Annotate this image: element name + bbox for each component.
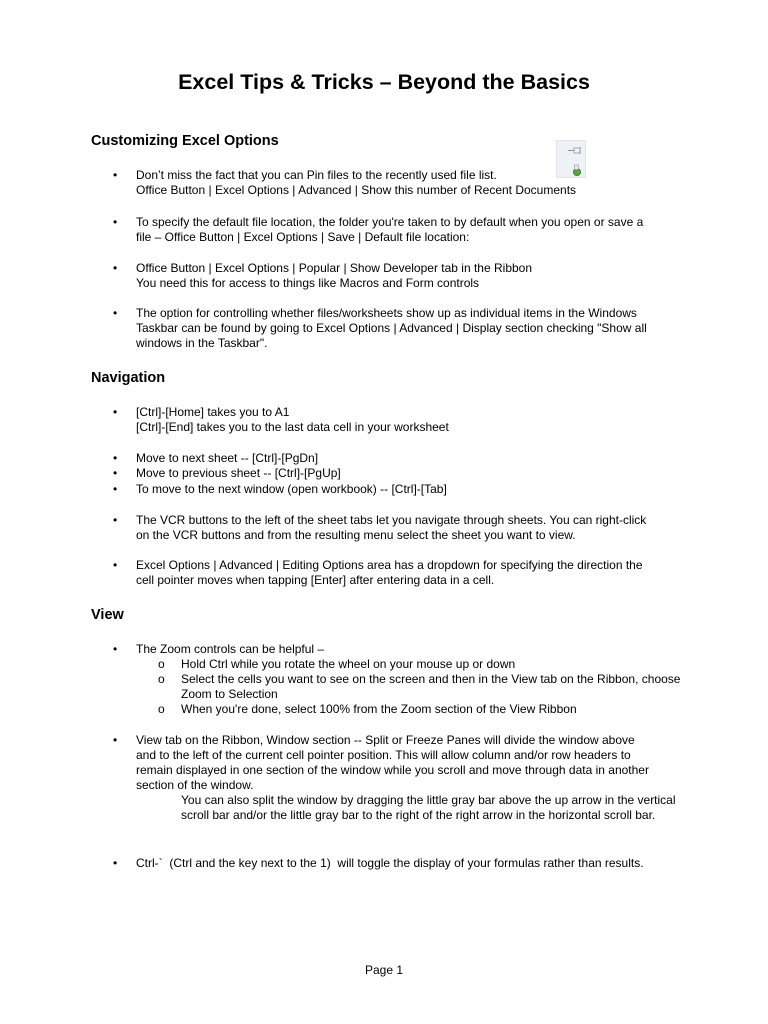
bullet-glyph: • (113, 642, 118, 656)
bullet-text: Excel Options | Advanced | Editing Options area has a dropdown for specifying the direction the (136, 558, 643, 572)
sub-bullet-text: Hold Ctrl while you rotate the wheel on your mouse up or down (181, 657, 516, 671)
bullet-glyph: • (113, 466, 118, 480)
bullet-glyph: • (113, 215, 118, 229)
bullet-text: Move to previous sheet -- [Ctrl]-[PgUp] (136, 466, 341, 480)
bullet-text: [Ctrl]-[Home] takes you to A1 (136, 405, 290, 419)
bullet-glyph: • (113, 306, 118, 320)
bullet-glyph: • (113, 168, 118, 182)
sub-bullet-glyph: o (158, 702, 165, 716)
page-title: Excel Tips & Tricks – Beyond the Basics (178, 70, 590, 94)
sub-bullet-text: choose Zoom to Selection (181, 672, 681, 701)
page-number: Page 1 (364, 963, 404, 977)
bullet-glyph: • (113, 451, 118, 465)
sub-bullet-glyph: o (158, 672, 165, 686)
bullet-glyph: • (113, 856, 118, 870)
bullet-text: and to the left of the current cell pointer position. This will allow column and/or row headers to (136, 748, 631, 762)
bullet-glyph: • (113, 733, 118, 747)
bullet-text: cell pointer moves when tapping [Enter] after entering data in a cell. (136, 573, 495, 587)
bullet-text: [Ctrl]-[End] takes you to the last data cell in your worksheet (136, 420, 449, 434)
bullet-glyph: • (113, 513, 118, 527)
bullet-text: section of the window. (136, 778, 254, 792)
sub-bullet-glyph: o (158, 657, 165, 671)
bullet-text: View tab on the Ribbon, Window section -- Split or Freeze Panes will divide the window above (136, 733, 635, 747)
bullet-text: To move to the next window (open workbook) -- [Ctrl]-[Tab] (136, 482, 447, 496)
bullet-text: To specify the default file location, the folder you're taken to by default when you open or save a (136, 215, 644, 229)
section-heading-navigation: Navigation (91, 370, 166, 386)
sub-bullet-text: When you're done, select 100% from the Zoom section of the View Ribbon (181, 702, 577, 716)
indented-note-text: You can also split the window by dragging the little gray bar above the up arrow in the (181, 793, 635, 807)
bullet-text: The option for controlling whether files/worksheets show up as individual items in the Windows (136, 306, 637, 320)
bullet-glyph: • (113, 558, 118, 572)
bullet-text: Office Button | Excel Options | Advanced | Show this number of Recent Documents (136, 183, 577, 197)
bullet-text: Move to next sheet -- [Ctrl]-[PgDn] (136, 451, 319, 465)
bullet-text: You need this for access to things like Macros and Form controls (136, 276, 480, 290)
indented-note-text: vertical scroll bar and/or the little gray bar to the right of the right arrow in the horizontal (181, 793, 676, 822)
section-heading-customizing: Customizing Excel Options (91, 133, 279, 149)
bullet-glyph: • (113, 405, 118, 419)
bullet-glyph: • (113, 261, 118, 275)
sub-bullet-text: Select the cells you want to see on the screen and then in the View tab on the Ribbon, (181, 672, 639, 686)
bullet-text: on the VCR buttons and from the resulting menu select the sheet you want to view. (136, 528, 576, 542)
section-heading-view: View (91, 607, 124, 623)
bullet-text: The VCR buttons to the left of the sheet tabs let you navigate through sheets. You can right-click (136, 513, 647, 527)
bullet-text: file – Office Button | Excel Options | Save | Default file location: (136, 230, 470, 244)
bullet-glyph: • (113, 482, 118, 496)
bullet-text: remain displayed in one section of the window while you scroll and move through data in another (136, 763, 649, 777)
indented-note-text: scroll bar. (603, 808, 656, 822)
bullet-text: The Zoom controls can be helpful – (136, 642, 325, 656)
indented-note (181, 793, 681, 823)
bullet-text: Taskbar can be found by going to Excel Options | Advanced | Display section checking "Show all (136, 321, 647, 335)
bullet-text: Office Button | Excel Options | Popular | Show Developer tab in the Ribbon (136, 261, 533, 275)
bullet-text: Ctrl-` (Ctrl and the key next to the 1) will toggle the display of your formulas rather than results. (136, 856, 644, 870)
bullet-text: Don’t miss the fact that you can Pin files to the recently used file list. (136, 168, 497, 182)
bullet-text: windows in the Taskbar". (136, 336, 268, 350)
